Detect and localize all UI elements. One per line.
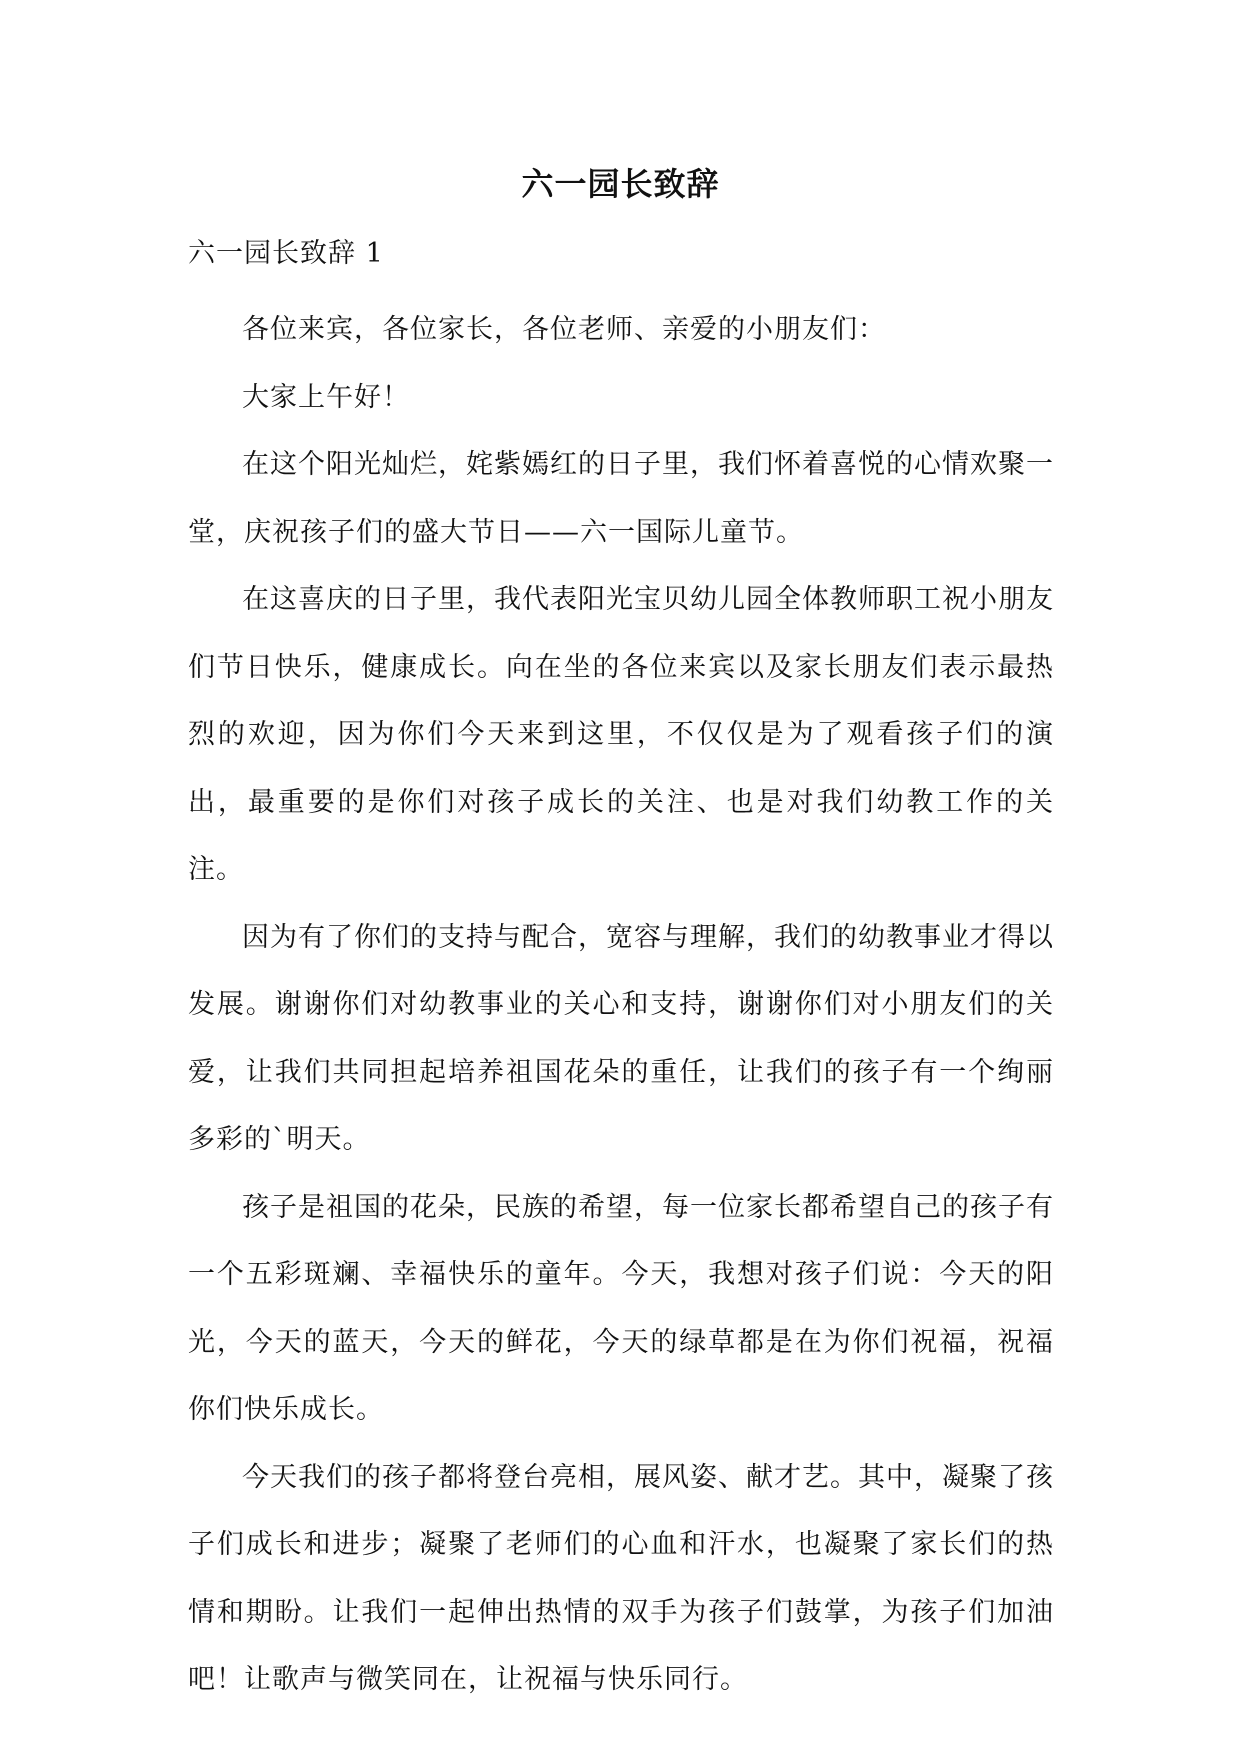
- document-title: 六一园长致辞: [521, 165, 720, 203]
- paragraph-closing: 今天我们的孩子都将登台亮相，展风姿、献才艺。其中，凝聚了孩子们成长和进步；凝聚了老师们的心血和汗水，也凝聚了家长们的热情和期盼。让我们一起伸出热情的双手为孩子们鼓掌，为孩子们加油吧！让歌声与微笑同在，让祝福与快乐同行。: [188, 1461, 1054, 1695]
- paragraph-wishes: 孩子是祖国的花朵，民族的希望，每一位家长都希望自己的孩子有一个五彩斑斓、幸福快乐的童年。今天，我想对孩子们说：今天的阳光，今天的蓝天，今天的鲜花，今天的绿草都是在为你们祝福，祝福你们快乐成长。: [188, 1191, 1054, 1425]
- section-heading: 六一园长致辞 1: [188, 238, 384, 269]
- paragraph-good-morning: 大家上午好！: [242, 381, 410, 413]
- document-body: [188, 296, 1054, 1714]
- paragraph-greeting: 各位来宾，各位家长，各位老师、亲爱的小朋友们：: [242, 314, 886, 345]
- paragraph-welcome: 在这喜庆的日子里，我代表阳光宝贝幼儿园全体教师职工祝小朋友们节日快乐，健康成长。向在坐的各位来宾以及家长朋友们表示最热烈的欢迎，因为你们今天来到这里，不仅仅是为了观看孩子们的演出，最重要的是你们对孩子成长的关注、也是对我们幼教工作的关注。: [188, 584, 1054, 885]
- paragraph-celebration: 在这个阳光灿烂，姹紫嫣红的日子里，我们怀着喜悦的心情欢聚一堂，庆祝孩子们的盛大节日——六一国际儿童节。: [188, 449, 1054, 548]
- paragraph-thanks: 因为有了你们的支持与配合，宽容与理解，我们的幼教事业才得以发展。谢谢你们对幼教事业的关心和支持，谢谢你们对小朋友们的关爱，让我们共同担起培养祖国花朵的重任，让我们的孩子有一个绚丽多彩的`明天。: [188, 921, 1054, 1155]
